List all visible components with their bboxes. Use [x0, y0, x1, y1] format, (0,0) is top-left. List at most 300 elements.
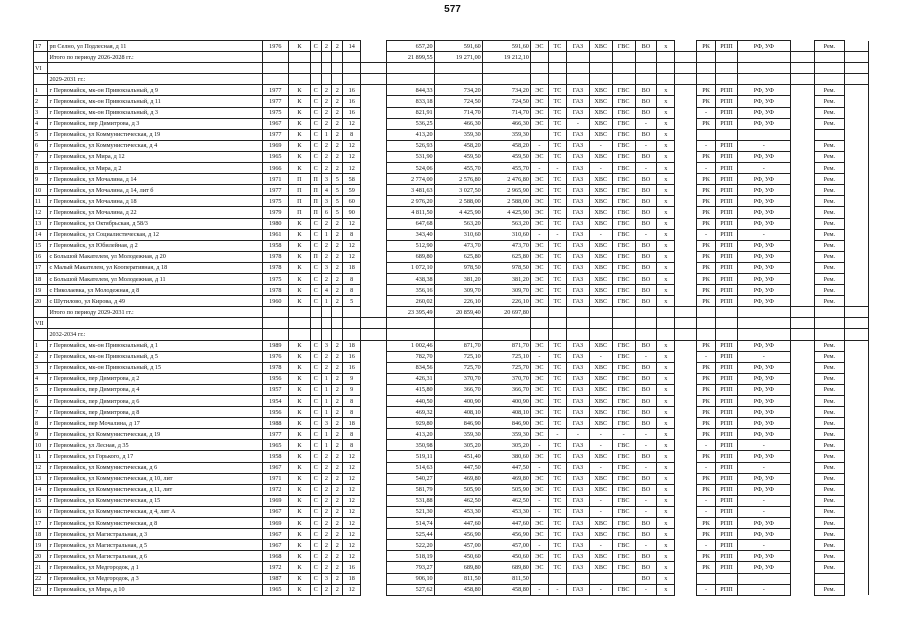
utility-cell: ВО [635, 296, 657, 307]
spacer-cell [361, 151, 386, 162]
utility-cell: ВО [635, 484, 657, 495]
empty-cell [386, 318, 434, 329]
utility-cell: - [696, 584, 715, 595]
utility-cell: ГАЗ [566, 518, 589, 529]
utility-cell: ГВС [612, 396, 635, 407]
table-row [34, 41, 869, 52]
utility-cell: РПП [716, 296, 738, 307]
utility-cell: ХВС [589, 185, 612, 196]
empty-cell [844, 63, 868, 74]
empty-cell [790, 318, 814, 329]
utility-cell: ВО [635, 262, 657, 273]
spacer-cell [361, 495, 386, 506]
address-cell: г Первомайск, пер Димитрова, д 3 [48, 118, 262, 129]
year-cell: 1969 [262, 495, 288, 506]
utility-cell: РПП [716, 373, 738, 384]
utility-cell: ВО [635, 240, 657, 251]
floors-cell: 2 [321, 41, 332, 52]
address-cell: г Первомайск, ул Горького, д 17 [48, 451, 262, 462]
utility-cell: х [657, 451, 675, 462]
address-cell: г Первомайск, ул Мира, д 2 [48, 163, 262, 174]
spacer-cell [790, 362, 814, 373]
utility-cell: ЭС [530, 285, 548, 296]
table-row [34, 384, 869, 395]
utility-cell: РК [696, 529, 715, 540]
living-area-cell: 689,80 [434, 562, 482, 573]
floors-cell: 2 [321, 462, 332, 473]
empty-cell [262, 329, 288, 340]
row-number-cell: 9 [34, 429, 48, 440]
spacer-cell [790, 218, 814, 229]
entrances-cell: 2 [332, 440, 343, 451]
utility-cell: - [589, 163, 612, 174]
empty-cell [548, 318, 566, 329]
works-cell: - [737, 495, 790, 506]
living-area-cell: 724,50 [434, 96, 482, 107]
utility-cell: х [657, 495, 675, 506]
utility-cell: ЭС [530, 340, 548, 351]
utility-cell: х [657, 196, 675, 207]
spacer-cell [675, 185, 697, 196]
works-cell: РФ, УФ [737, 340, 790, 351]
year-cell: 1969 [262, 518, 288, 529]
floors-cell: 3 [321, 262, 332, 273]
address-cell: г Первомайск, ул Коммунистическая, д 6 [48, 462, 262, 473]
spacer-cell [790, 407, 814, 418]
spacer-cell [361, 529, 386, 540]
spacer-cell [790, 96, 814, 107]
address-cell: г Первомайск, ул Мира, д 10 [48, 584, 262, 595]
spacer-cell [675, 251, 697, 262]
spacer-cell [675, 418, 697, 429]
apartments-cell: 12 [343, 540, 361, 551]
spacer-cell [844, 451, 868, 462]
empty-cell [332, 318, 343, 329]
empty-cell [814, 329, 844, 340]
empty-cell [589, 63, 612, 74]
utility-cell: ГВС [612, 551, 635, 562]
spacer-cell [844, 506, 868, 517]
utility-cell: РК [696, 118, 715, 129]
residential-area-cell: 2 476,80 [482, 174, 530, 185]
total-area-cell: 647,68 [386, 218, 434, 229]
address-cell: г Первомайск, ул Коммунистическая, д 19 [48, 129, 262, 140]
wall-material-cell: К [289, 573, 311, 584]
table-row [34, 451, 869, 462]
table-row [34, 396, 869, 407]
utility-cell: РПП [716, 384, 738, 395]
utility-cell: ГВС [612, 484, 635, 495]
utility-cell: - [612, 429, 635, 440]
empty-cell [434, 329, 482, 340]
utility-cell: ХВС [589, 196, 612, 207]
utility-cell: ГАЗ [566, 462, 589, 473]
row-number-cell: 19 [34, 540, 48, 551]
empty-cell [589, 318, 612, 329]
address-cell: г Первомайск, пер Димитрова, д 6 [48, 396, 262, 407]
empty-cell [790, 74, 814, 85]
empty-cell [548, 74, 566, 85]
spacer-cell [361, 285, 386, 296]
remark-cell: Рем. [814, 41, 844, 52]
table-row [34, 518, 869, 529]
roof-type-cell: С [310, 163, 321, 174]
living-area-cell: 309,70 [434, 285, 482, 296]
spacer-cell [790, 41, 814, 52]
spacer-cell [361, 573, 386, 584]
utility-cell: - [589, 540, 612, 551]
floors-cell: 2 [321, 540, 332, 551]
table-row [34, 495, 869, 506]
utility-cell: РПП [716, 96, 738, 107]
entrances-cell: 2 [332, 373, 343, 384]
utility-cell: - [530, 163, 548, 174]
utility-cell: х [657, 207, 675, 218]
living-area-cell: 310,60 [434, 229, 482, 240]
total-area-cell: 438,38 [386, 273, 434, 284]
remark-cell: Рем. [814, 396, 844, 407]
spacer-cell [361, 41, 386, 52]
spacer-cell [675, 495, 697, 506]
utility-cell: х [657, 562, 675, 573]
empty-cell [589, 329, 612, 340]
address-cell: г Первомайск, ул Медгородок, д 3 [48, 573, 262, 584]
address-cell: рп Селно, ул Подлесная, д 11 [48, 41, 262, 52]
empty-cell [716, 307, 738, 318]
apartments-cell: 12 [343, 529, 361, 540]
year-cell: 1978 [262, 362, 288, 373]
row-number-cell: VI [34, 63, 48, 74]
roof-type-cell: С [310, 440, 321, 451]
remark-cell: Рем. [814, 151, 844, 162]
works-cell: РФ, УФ [737, 251, 790, 262]
empty-cell [262, 74, 288, 85]
utility-cell: РПП [716, 285, 738, 296]
table-row [34, 351, 869, 362]
spacer-cell [790, 118, 814, 129]
utility-cell: ТС [548, 285, 566, 296]
utility-cell: ВО [635, 418, 657, 429]
floors-cell: 2 [321, 240, 332, 251]
utility-cell: ХВС [589, 41, 612, 52]
roof-type-cell: С [310, 407, 321, 418]
floors-cell: 3 [321, 573, 332, 584]
utility-cell [566, 573, 589, 584]
utility-cell: ЭС [530, 562, 548, 573]
utility-cell: РК [696, 174, 715, 185]
utility-cell: - [530, 495, 548, 506]
apartments-cell: 12 [343, 218, 361, 229]
living-area-cell: 305,20 [434, 440, 482, 451]
residential-area-cell: 871,70 [482, 340, 530, 351]
utility-cell: ВО [635, 196, 657, 207]
utility-cell: ГВС [612, 362, 635, 373]
utility-cell: ГВС [612, 251, 635, 262]
entrances-cell: 2 [332, 251, 343, 262]
utility-cell: РПП [716, 484, 738, 495]
row-number-cell [34, 74, 48, 85]
wall-material-cell: К [289, 495, 311, 506]
empty-cell [262, 318, 288, 329]
floors-cell: 2 [321, 529, 332, 540]
spacer-cell [844, 85, 868, 96]
utility-cell: РПП [716, 85, 738, 96]
spacer-cell [844, 129, 868, 140]
utility-cell: ТС [548, 296, 566, 307]
utility-cell: ГВС [612, 96, 635, 107]
remark-cell: Рем. [814, 506, 844, 517]
utility-cell: х [657, 518, 675, 529]
utility-cell: ГАЗ [566, 551, 589, 562]
empty-cell [657, 318, 675, 329]
total-area-cell: 356,16 [386, 285, 434, 296]
living-area-cell: 366,70 [434, 384, 482, 395]
table-row [34, 251, 869, 262]
utility-cell: ЭС [530, 373, 548, 384]
entrances-cell: 2 [332, 351, 343, 362]
apartments-cell: 90 [343, 207, 361, 218]
spacer-cell [844, 174, 868, 185]
utility-cell: РК [696, 418, 715, 429]
utility-cell: ЭС [530, 407, 548, 418]
row-number-cell: 6 [34, 140, 48, 151]
address-cell: с Малый Макателем, ул Кооперативная, д 18 [48, 262, 262, 273]
empty-cell [635, 74, 657, 85]
utility-cell: х [657, 473, 675, 484]
total-area-cell: 1 072,10 [386, 262, 434, 273]
residential-area-cell: 846,90 [482, 418, 530, 429]
apartments-cell: 59 [343, 185, 361, 196]
residential-area-cell: 447,50 [482, 462, 530, 473]
row-number-cell: 8 [34, 418, 48, 429]
year-cell: 1978 [262, 262, 288, 273]
row-number-cell: 10 [34, 185, 48, 196]
works-cell: РФ, УФ [737, 118, 790, 129]
utility-cell: - [635, 495, 657, 506]
spacer-cell [844, 562, 868, 573]
spacer-cell [844, 196, 868, 207]
roof-type-cell: С [310, 506, 321, 517]
period-label-cell: 2032-2034 гг.: [48, 329, 262, 340]
utility-cell: ТС [548, 129, 566, 140]
empty-cell [289, 52, 311, 63]
wall-material-cell: К [289, 240, 311, 251]
utility-cell: ХВС [589, 251, 612, 262]
living-area-cell: 453,30 [434, 506, 482, 517]
empty-cell [343, 307, 361, 318]
spacer-cell [675, 529, 697, 540]
wall-material-cell: К [289, 462, 311, 473]
utility-cell: РК [696, 96, 715, 107]
table-row [34, 185, 869, 196]
utility-cell: - [696, 462, 715, 473]
row-number-cell: 9 [34, 174, 48, 185]
empty-cell [737, 307, 790, 318]
spacer-cell [790, 229, 814, 240]
spacer-cell [675, 506, 697, 517]
utility-cell: - [548, 429, 566, 440]
living-area-cell: 455,70 [434, 163, 482, 174]
roof-type-cell: С [310, 273, 321, 284]
floors-cell: 1 [321, 229, 332, 240]
empty-cell [530, 52, 548, 63]
living-area-cell: 846,90 [434, 418, 482, 429]
row-number-cell: 5 [34, 129, 48, 140]
spacer-cell [361, 407, 386, 418]
total-area-cell: 3 481,63 [386, 185, 434, 196]
apartments-cell: 58 [343, 174, 361, 185]
utility-cell: ГВС [612, 151, 635, 162]
utility-cell: ТС [548, 151, 566, 162]
table-row [34, 140, 869, 151]
utility-cell: - [530, 540, 548, 551]
row-number-cell: 12 [34, 462, 48, 473]
floors-cell: 3 [321, 340, 332, 351]
wall-material-cell: К [289, 163, 311, 174]
utility-cell: х [657, 418, 675, 429]
utility-cell: ТС [548, 396, 566, 407]
row-number-cell: 16 [34, 506, 48, 517]
utility-cell: ХВС [589, 85, 612, 96]
utility-cell: ЭС [530, 296, 548, 307]
address-cell: г Первомайск, мк-он Привокзальный, д 1 [48, 340, 262, 351]
table-row [34, 529, 869, 540]
spacer-cell [675, 362, 697, 373]
living-area-cell: 563,20 [434, 218, 482, 229]
period-row [34, 74, 869, 85]
floors-cell: 1 [321, 296, 332, 307]
address-cell: г Первомайск, ул Мочалина, д 14 [48, 174, 262, 185]
utility-cell: х [657, 362, 675, 373]
living-area-cell: 447,50 [434, 462, 482, 473]
works-cell: РФ, УФ [737, 273, 790, 284]
roof-type-cell: С [310, 484, 321, 495]
utility-cell: ГВС [612, 218, 635, 229]
utility-cell: х [657, 96, 675, 107]
empty-cell [530, 74, 548, 85]
address-cell: г Первомайск, ул Магистральная, д 3 [48, 529, 262, 540]
total-area-cell: 512,90 [386, 240, 434, 251]
apartments-cell: 9 [343, 384, 361, 395]
floors-cell: 3 [321, 174, 332, 185]
utility-cell: РК [696, 384, 715, 395]
utility-cell: ТС [548, 551, 566, 562]
works-cell: РФ, УФ [737, 296, 790, 307]
living-area-cell: 458,80 [434, 584, 482, 595]
utility-cell: ТС [548, 484, 566, 495]
remark-cell: Рем. [814, 529, 844, 540]
roof-type-cell: С [310, 429, 321, 440]
wall-material-cell: К [289, 407, 311, 418]
utility-cell: ГАЗ [566, 140, 589, 151]
empty-cell [612, 329, 635, 340]
row-number-cell: 20 [34, 296, 48, 307]
entrances-cell: 2 [332, 584, 343, 595]
spacer-cell [675, 396, 697, 407]
utility-cell: РК [696, 218, 715, 229]
utility-cell: - [530, 140, 548, 151]
wall-material-cell: К [289, 584, 311, 595]
year-cell: 1967 [262, 540, 288, 551]
total-row [34, 307, 869, 318]
utility-cell: ВО [635, 129, 657, 140]
roof-type-cell: С [310, 373, 321, 384]
address-cell: г Первомайск, ул Магистральная, д 5 [48, 540, 262, 551]
address-cell: г Первомайск, ул Коммунистическая, д 15 [48, 495, 262, 506]
residential-area-cell: 226,10 [482, 296, 530, 307]
roof-type-cell: С [310, 140, 321, 151]
living-area-cell: 625,80 [434, 251, 482, 262]
total-area-cell: 2 976,20 [386, 196, 434, 207]
utility-cell: - [530, 229, 548, 240]
section-label-cell [48, 318, 262, 329]
works-cell: РФ, УФ [737, 85, 790, 96]
utility-cell: ЭС [530, 518, 548, 529]
spacer-cell [844, 484, 868, 495]
spacer-cell [675, 462, 697, 473]
row-number-cell: 17 [34, 262, 48, 273]
total-area-cell: 350,98 [386, 440, 434, 451]
utility-cell: ГВС [612, 373, 635, 384]
spacer-cell [790, 495, 814, 506]
utility-cell: - [548, 163, 566, 174]
year-cell: 1972 [262, 562, 288, 573]
entrances-cell: 5 [332, 185, 343, 196]
row-number-cell: 17 [34, 518, 48, 529]
spacer-cell [844, 407, 868, 418]
utility-cell: ГАЗ [566, 107, 589, 118]
year-cell: 1956 [262, 373, 288, 384]
utility-cell: ТС [548, 384, 566, 395]
utility-cell: - [696, 506, 715, 517]
spacer-cell [844, 151, 868, 162]
utility-cell: х [657, 240, 675, 251]
spacer-cell [844, 373, 868, 384]
total-area-cell: 343,40 [386, 229, 434, 240]
empty-cell [343, 74, 361, 85]
spacer-cell [844, 185, 868, 196]
utility-cell: ГВС [612, 41, 635, 52]
residential-area-cell: 505,90 [482, 484, 530, 495]
spacer-cell [361, 218, 386, 229]
empty-cell [548, 52, 566, 63]
utility-cell: ХВС [589, 518, 612, 529]
spacer-cell [844, 207, 868, 218]
utility-cell: ГАЗ [566, 373, 589, 384]
address-cell: г Первомайск, ул Мира, д 12 [48, 151, 262, 162]
utility-cell: ГВС [612, 196, 635, 207]
wall-material-cell: К [289, 262, 311, 273]
total-area-cell: 657,20 [386, 41, 434, 52]
utility-cell: ТС [548, 418, 566, 429]
apartments-cell: 12 [343, 240, 361, 251]
utility-cell: ГАЗ [566, 240, 589, 251]
utility-cell: РК [696, 285, 715, 296]
utility-cell: РК [696, 151, 715, 162]
spacer-cell [361, 396, 386, 407]
entrances-cell: 2 [332, 262, 343, 273]
roof-type-cell: С [310, 41, 321, 52]
spacer-cell [675, 151, 697, 162]
utility-cell: - [635, 118, 657, 129]
empty-cell [675, 329, 697, 340]
utility-cell: ВО [635, 251, 657, 262]
empty-cell [657, 307, 675, 318]
spacer-cell [675, 451, 697, 462]
utility-cell: ЭС [530, 362, 548, 373]
residential-area-cell: 380,60 [482, 451, 530, 462]
table-row [34, 229, 869, 240]
